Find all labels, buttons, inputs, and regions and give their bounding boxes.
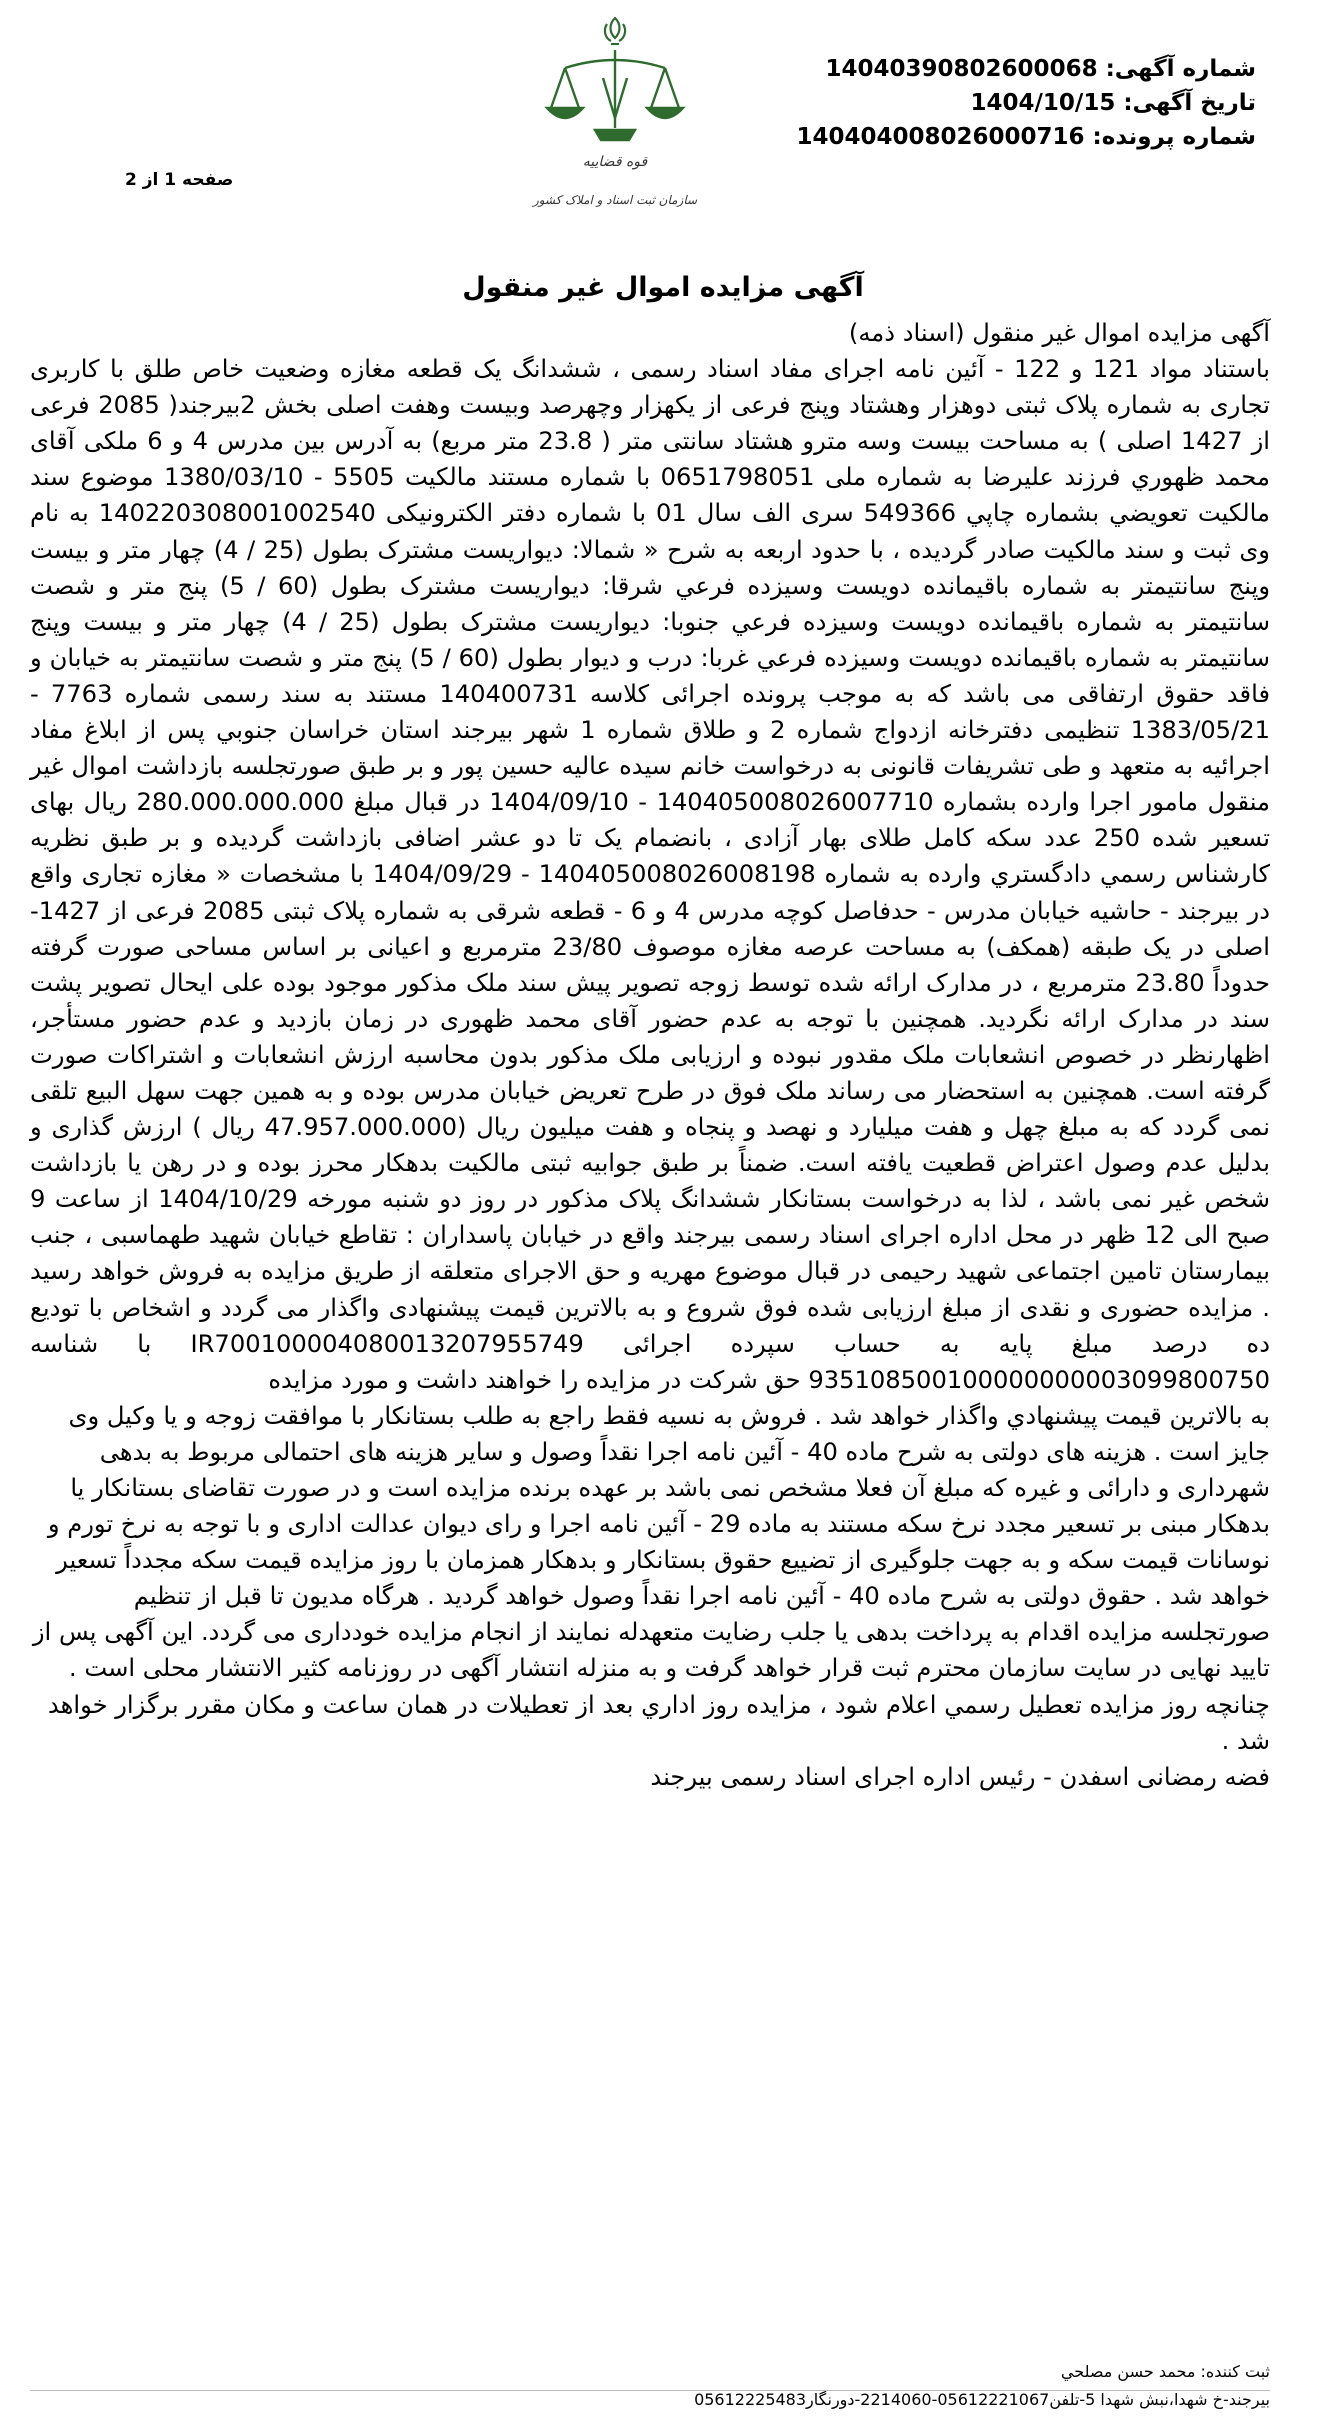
- notice-date: تاریخ آگهی: 1404/10/15: [970, 90, 1256, 116]
- document-title: آگهی مزایده اموال غیر منقول: [462, 272, 864, 303]
- registrar-line: ثبت کننده: محمد حسن مصلحي: [1060, 2362, 1270, 2381]
- page-indicator: صفحه 1 از 2: [125, 170, 234, 190]
- notice-meta: [736, 52, 1256, 154]
- notice-subtitle: آگهی مزایده اموال غیر منقول (اسناد ذمه): [848, 319, 1270, 347]
- case-number: شماره پرونده: 140404008026000716: [796, 124, 1256, 150]
- notice-paragraph-1: باستناد مواد 121 و 122 - آئین نامه اجرای مفاد اسناد رسمی ، ششدانگ یک قطعه مغازه وضعیت خاص طلق با کاربری تجاری به شماره پلاک ثبتی دوهزار وهشتاد وپنج فرعی از یکهزار وچهرصد وبیست وهفت اصلی بخش 2بیرجند( 2085 فرعی از 1427 اصلی ) به مساحت بیست وسه مترو هشتاد سانتی متر ( 23.8 متر مربع) به آدرس بین مدرس 4 و 6 ملکی آقای محمد ظهوري فرزند علیرضا به شماره ملی 0651798051 با شماره مستند مالکیت 5505 - 1380/03/10 موضوع سند مالکیت تعویضي بشماره چاپي 549366 سری الف سال 01 با شماره دفتر الکترونیکی 140220308001002540 به نام وی ثبت و سند مالکیت صادر گردیده ، با حدود اربعه به شرح « شمالا: دیواریست مشترک بطول (25 / 4) چهار متر و بیست وپنج سانتیمتر به شماره باقیمانده دویست وسیزده فرعي شرقا: دیواریست مشترک بطول (60 / 5) پنج متر و شصت سانتیمتر به شماره باقیمانده دویست وسیزده فرعي جنوبا: دیواریست مشترک بطول (25 / 4) چهار متر و بیست وپنج سانتیمتر به شماره باقیمانده دویست وسیزده فرعي غربا: درب و دیوار بطول (60 / 5) پنج متر و شصت سانتیمتر به خیابان و فاقد حقوق ارتفاقی می باشد که به موجب پرونده اجرائی کلاسه 140400731 مستند به سند رسمی شماره 7763 - 1383/05/21 تنظیمی دفترخانه ازدواج شماره 2 و طلاق شماره 1 شهر بیرجند استان خراسان جنوبي پس از ابلاغ مفاد اجرائیه به متعهد و طی تشریفات قانونی به درخواست خانم سیده عالیه حسین پور و بر طبق صورتجلسه بازداشت اموال غیر منقول مامور اجرا وارده بشماره 140405008026007710 - 1404/09/10 در قبال مبلغ 280.000.000.000 ریال بهای تسعیر شده 250 عدد سکه کامل طلای بهار آزادی ، بانضمام یک تا دو عشر اضافی بازداشت گردیده و بر طبق نظریه کارشناس رسمي دادگستري وارده به شماره 140405008026008198 - 1404/09/29 با مشخصات « مغازه تجاری واقع در بیرجند - حاشیه خیابان مدرس - حدفاصل کوچه مدرس 4 و 6 - قطعه شرقی به شماره پلاک ثبتی 2085 فرعی از 1427- اصلی در یک طبقه (همکف) به مساحت عرصه مغازه موصوف 23/80 مترمربع و اعیانی بر اساس مساحی صورت گرفته حدوداً 23.80 مترمربع ، در مدارک ارائه شده توسط زوجه تصویر پیش سند ملک مذکور موجود بوده علی ایحال تصویر پشت سند در مدارک ارائه نگردید. همچنین با توجه به عدم حضور آقای محمد ظهوری در زمان بازدید و عدم حضور مستأجر، اظهارنظر در خصوص انشعابات ملک مقدور نبوده و ارزیابی ملک مذکور بدون محاسبه ارزش انشعابات و اشتراکات صورت گرفته است. همچنین به استحضار می رساند ملک فوق در طرح تعریض خیابان مدرس بوده و به همین جهت سهل البیع تلقی نمی گردد که به مبلغ چهل و هفت میلیارد و نهصد و پنجاه و هفت میلیون ریال (47.957.000.000 ریال ) ارزش گذاری و بدلیل عدم وصول اعتراض قطعیت یافته است. ضمناً بر طبق جوابیه ثبتی مالکیت بدهکار محرز بوده و در رهن یا بازداشت شخص غیر نمی باشد ، لذا به درخواست بستانکار ششدانگ پلاک مذکور در روز دو شنبه مورخه 1404/10/29 از ساعت 9 صبح الی 12 ظهر در محل اداره اجرای اسناد رسمی بیرجند واقع در خیابان پاسداران : تقاطع خیابان شهید طهماسبی ، جنب بیمارستان تامین اجتماعی شهید رحیمی در قبال موضوع مهریه و حق الاجرای متعلقه از طریق مزایده به فروش خواهد رسید . مزایده حضوری و نقدی از مبلغ ارزیابی شده فوق شروع و به بالاترین قیمت پیشنهادی واگذار می گردد و اشخاص با تودیع ده درصد مبلغ پایه به حساب سپرده اجرائی IR700100004080013207955749 با شناسه 935108500100000000003099800750 حق شرکت در مزایده را خواهند داشت و مورد مزایده: [30, 355, 1271, 1394]
- judiciary-emblem: [525, 8, 705, 223]
- signature-line: فضه رمضانی اسفدن - رئیس اداره اجرای اسناد رسمی بیرجند: [650, 1762, 1270, 1791]
- notice-paragraph-2: به بالاترین قیمت پیشنهادي واگذار خواهد شد . فروش به نسیه فقط راجع به طلب بستانکار با موافقت زوجه و یا وکیل وی جایز است . هزینه های دولتی به شرح ماده 40 - آئین نامه اجرا نقداً وصول و سایر هزینه های احتمالی مربوط به بدهی شهرداری و دارائی و غیره که مبلغ آن فعلا مشخص نمی باشد بر عهده برنده مزایده است و در صورت تقاضای بستانکار یا بدهکار مبنی بر تسعیر مجدد نرخ سکه مستند به ماده 29 - آئین نامه اجرا و رای دیوان عدالت اداری و با توجه به نرخ تورم و نوسانات قیمت سکه و به جهت جلوگیری از تضییع حقوق بستانکار و بدهکار همزمان با روز مزایده قیمت سکه مجدداً تسعیر خواهد شد . حقوق دولتی به شرح ماده 40 - آئین نامه اجرا نقداً وصول خواهد گردید . هرگاه مدیون تا قبل از تنظیم صورتجلسه مزایده اقدام به پرداخت بدهی یا جلب رضایت متعهدله نمایند از انجام مزایده خودداری می گردد. این آگهی پس از تایید نهایی در سایت سازمان محترم ثبت قرار خواهد گرفت و به منزله انتشار آگهی در روزنامه کثیر الانتشار محلی است . چنانچه روز مزایده تعطیل رسمي اعلام شود ، مزایده روز اداري بعد از تعطیلات در همان ساعت و مکان مقرر برگزار خواهد شد .: [32, 1401, 1270, 1755]
- org-line1: قوه قضاییه: [582, 154, 648, 170]
- office-address: بیرجند-خ شهدا،نبش شهدا 5-تلفن05612221067-2214060-دورنگار05612225483: [694, 2390, 1270, 2409]
- org-line2: سازمان ثبت اسناد و املاک کشور: [532, 193, 698, 207]
- notice-body: [30, 315, 1270, 1795]
- notice-number: شماره آگهی: 14040390802600068: [825, 56, 1256, 82]
- footer-divider: [30, 2390, 1270, 2391]
- scales-of-justice-icon: [525, 8, 705, 223]
- footer: [30, 2358, 1270, 2414]
